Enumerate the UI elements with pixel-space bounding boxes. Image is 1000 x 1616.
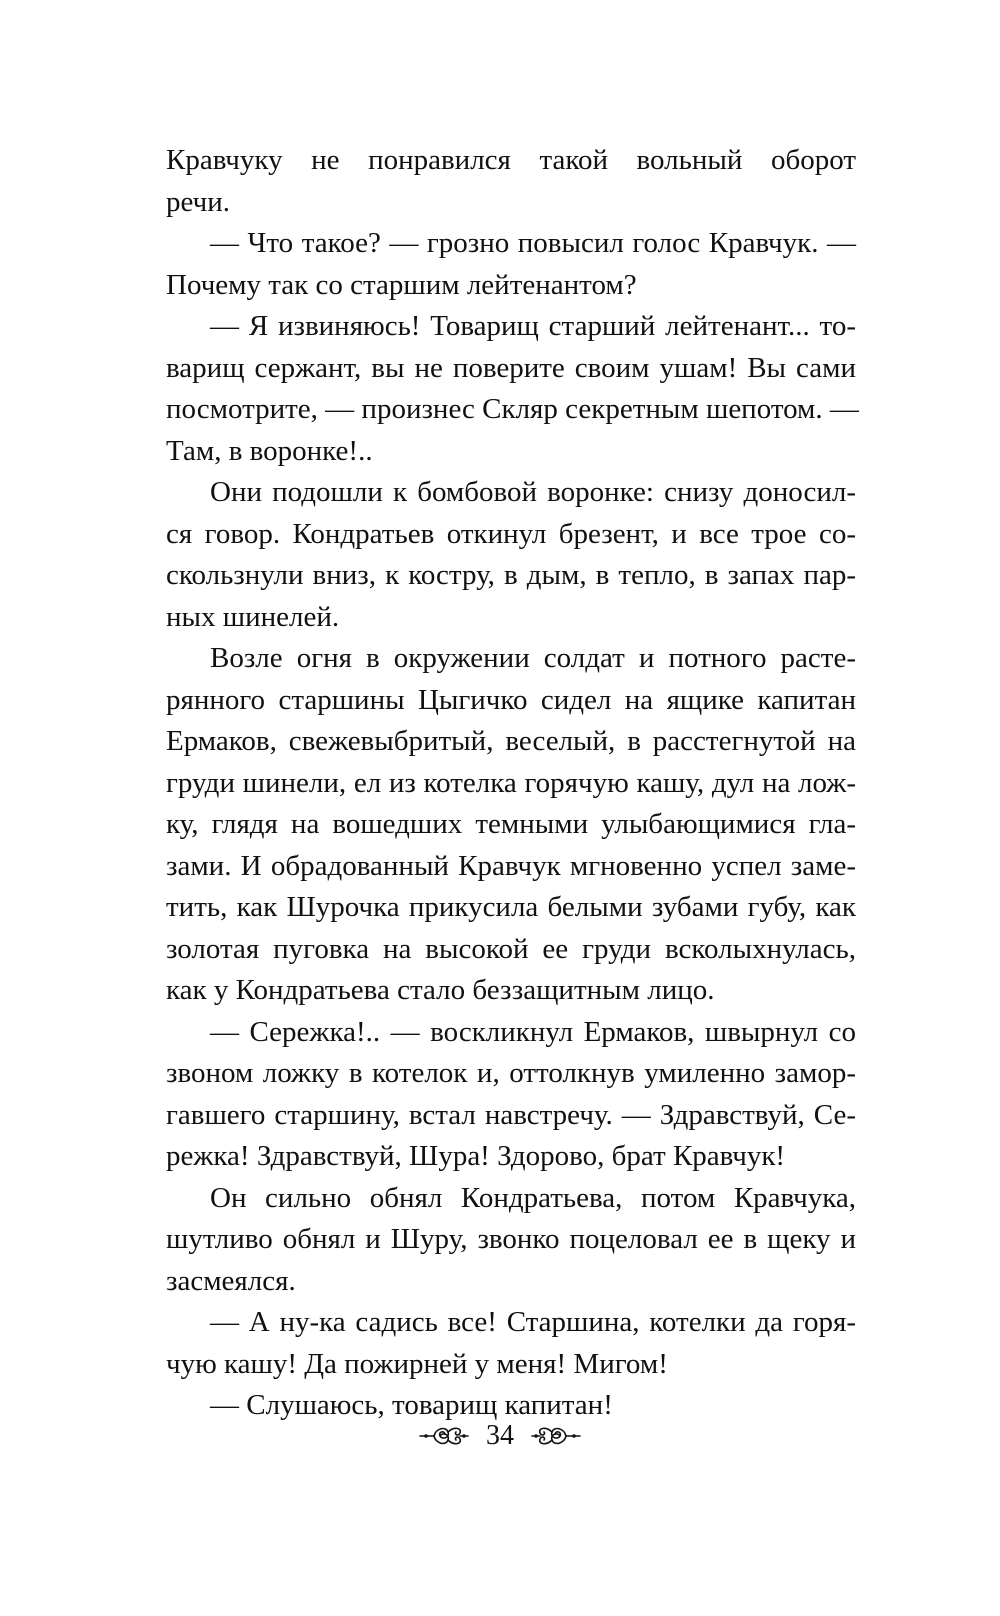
text-line: ных шинелей.: [166, 600, 340, 633]
text-line: варищ сержант, вы не поверите своим ушам! Вы сами: [166, 351, 856, 384]
text-line: — Слушаюсь, товарищ капитан!: [210, 1389, 613, 1421]
text-line: — Я извиняюсь! Товарищ старший лейтенант... то-: [210, 310, 856, 342]
text-line: Он сильно обнял Кондратьева, потом Кравчука,: [210, 1181, 856, 1214]
text-line: чую кашу! Да пожирней у меня! Мигом!: [166, 1347, 668, 1380]
text-line: режка! Здравствуй, Шура! Здорово, брат Кравчук!: [166, 1140, 786, 1172]
text-line: золотая пуговка на высокой ее груди всколыхнулась,: [166, 932, 856, 965]
text-line: ку, глядя на вошедших темными улыбающимися гла-: [166, 808, 856, 840]
page-footer: [0, 1414, 1000, 1458]
text-line: — Сережка!.. — воскликнул Ермаков, швырнул со: [210, 1015, 856, 1048]
body-text: [166, 140, 859, 1427]
text-line: скользнули вниз, к костру, в дым, в тепло, в запах пар-: [166, 559, 856, 591]
text-line: Там, в воронке!..: [166, 434, 373, 467]
page-number: 34: [486, 1420, 514, 1451]
text-line: Почему так со старшим лейтенантом?: [166, 268, 637, 301]
text-line: Ермаков, свежевыбритый, веселый, в расстегнутой на: [166, 725, 856, 757]
text-line: посмотрите, — произнес Скляр секретным шепотом. —: [166, 393, 859, 425]
text-line: ся говор. Кондратьев откинул брезент, и все трое со-: [166, 517, 856, 550]
text-line: звоном ложку в котелок и, оттолкнув умиленно замор-: [166, 1057, 856, 1089]
text-line: шутливо обнял и Шуру, звонко поцеловал ее в щеку и: [166, 1223, 856, 1255]
text-line: как у Кондратьева стало беззащитным лицо.: [166, 974, 715, 1006]
text-line: — Что такое? — грозно повысил голос Кравчук. —: [210, 227, 856, 259]
text-line: Возле огня в окружении солдат и потного расте-: [210, 642, 856, 674]
flourish-ornament-icon: [530, 1422, 582, 1450]
text-line: груди шинели, ел из котелка горячую кашу, дул на лож-: [166, 766, 856, 799]
flourish-ornament-icon: [418, 1422, 470, 1450]
text-line: Они подошли к бомбовой воронке: снизу доносил-: [210, 476, 856, 508]
text-line: рянного старшины Цыгичко сидел на ящике капитан: [166, 683, 856, 716]
text-line: гавшего старшину, встал навстречу. — Здравствуй, Се-: [166, 1098, 856, 1131]
text-line: зами. И обрадованный Кравчук мгновенно успел заме-: [166, 849, 856, 882]
text-line: засмеялся.: [166, 1264, 296, 1297]
text-line: тить, как Шурочка прикусила белыми зубами губу, как: [166, 891, 856, 923]
text-line: речи.: [166, 185, 231, 218]
text-line: Кравчуку не понравился такой вольный оборот: [166, 144, 856, 176]
text-line: — А ну-ка садись все! Старшина, котелки да горя-: [210, 1306, 856, 1338]
